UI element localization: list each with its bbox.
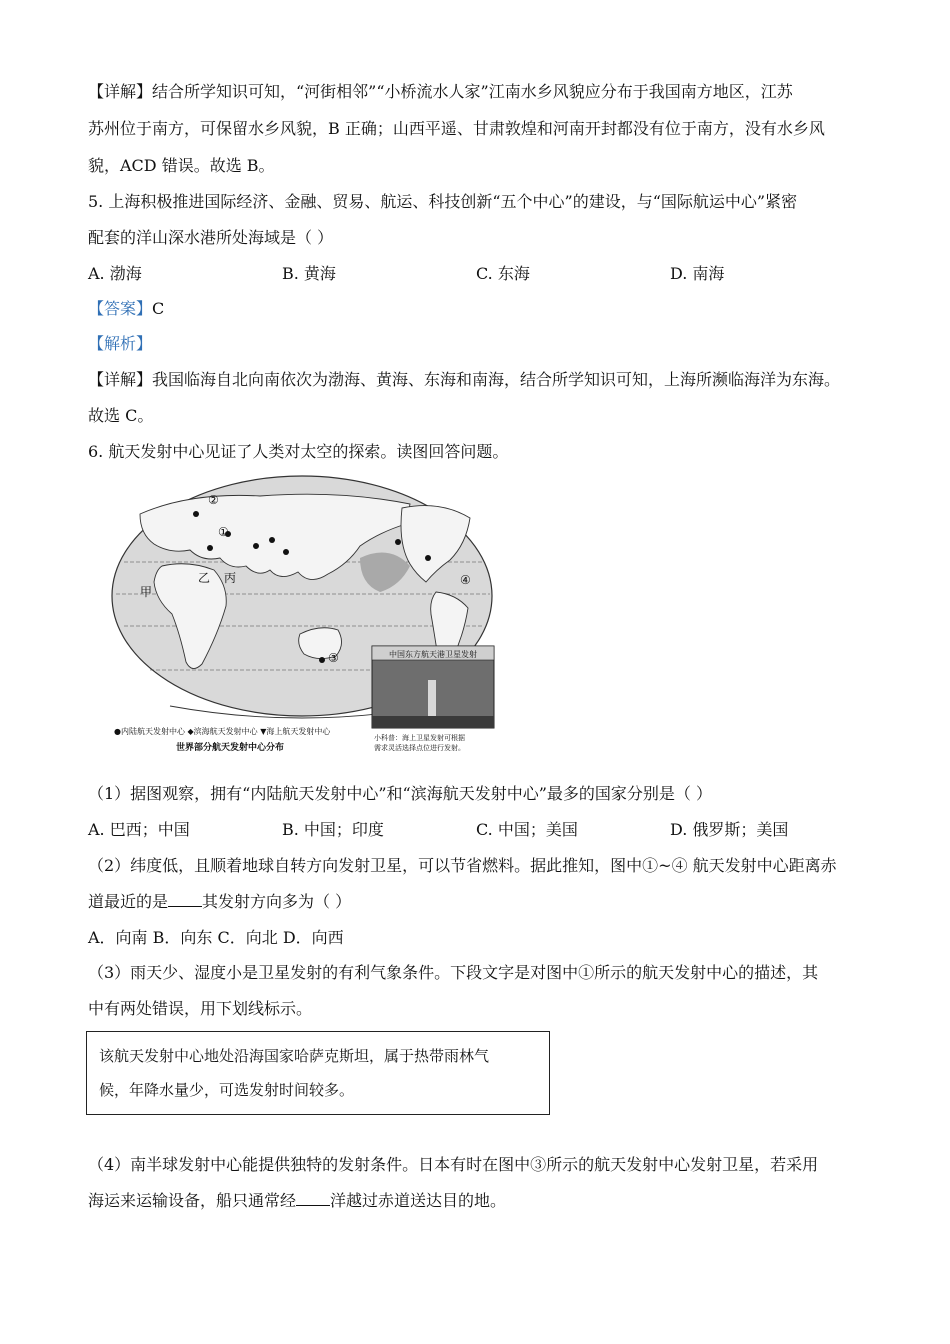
stem-part: 海运来运输设备，船只通常经: [88, 1191, 297, 1210]
launch-center-dot: [425, 555, 431, 561]
question-6-intro: 6. 航天发射中心见证了人类对太空的探索。读图回答问题。: [88, 442, 509, 461]
map-svg: [110, 474, 500, 754]
inset-note-line2: 需求灵活选择点位进行发射。: [374, 744, 465, 752]
stem-part: 道最近的是: [88, 892, 169, 911]
marker-4-label: ④: [460, 573, 471, 587]
detail-line: 苏州位于南方，可保留水乡风貌，B 正确；山西平遥、甘肃敦煌和河南开封都没有位于南方，没有水乡风: [88, 119, 825, 138]
launch-center-dot: [395, 539, 401, 545]
launch-center-dot: [269, 537, 275, 543]
answer-blank[interactable]: [168, 892, 202, 907]
question-5-stem: 配套的洋山深水港所处海域是（ ）: [88, 228, 334, 247]
stem-part: 其发射方向多为（ ）: [202, 892, 352, 911]
answer-value: C: [152, 299, 165, 318]
question-6-2-options: A．向南 B．向东 C．向北 D．向西: [88, 928, 344, 947]
stem-part: 洋越过赤道送达目的地。: [330, 1191, 507, 1210]
question-6-4-stem: （4）南半球发射中心能提供独特的发射条件。日本有时在图中③所示的航天发射中心发射卫星，若采用: [88, 1155, 819, 1174]
marker-2-label: ②: [208, 493, 219, 507]
marker-3-label: ③: [328, 651, 339, 665]
marker-1-label: ①: [218, 525, 229, 539]
inset-title: 中国东方航天港卫星发射: [389, 650, 477, 659]
detail-line: 貌，ACD 错误。故选 B。: [88, 156, 275, 175]
analysis-label: 【解析】: [88, 334, 153, 353]
launch-center-dot: [193, 511, 199, 517]
marker-jia-label: 甲: [140, 585, 153, 599]
question-6-2-stem: （2）纬度低，且顺着地球自转方向发射卫星，可以节省燃料。据此推知，图中①~④ 航天发射中心距离赤: [88, 856, 837, 875]
question-6-3-stem: 中有两处错误，用下划线标示。: [88, 999, 313, 1018]
question-6-2-stem-line2: [88, 891, 351, 913]
option-c: C. 东海: [476, 264, 530, 283]
marker-bing-label: 丙: [224, 571, 237, 585]
option-d: D. 俄罗斯；美国: [670, 820, 789, 839]
option-c: C. 中国；美国: [476, 820, 578, 839]
option-a: A. 渤海: [88, 264, 142, 283]
map-caption: 世界部分航天发射中心分布: [176, 743, 285, 753]
detail-line: 【详解】结合所学知识可知，“河街相邻”“小桥流水人家”江南水乡风貌应分布于我国南方地区，江苏: [88, 82, 793, 101]
inset-note-line1: 小科普：海上卫星发射可根据: [374, 734, 465, 742]
description-line: 该航天发射中心地处沿海国家哈萨克斯坦，属于热带雨林气: [99, 1047, 490, 1065]
question-6-4-stem-line2: [88, 1190, 506, 1212]
detail-line: 【详解】我国临海自北向南依次为渤海、黄海、东海和南海，结合所学知识可知，上海所濒临海洋为东海。: [88, 370, 841, 389]
option-b: B. 黄海: [282, 264, 336, 283]
map-legend: ●内陆航天发射中心 ◆滨海航天发射中心 ▼海上航天发射中心: [114, 727, 331, 736]
answer-line: [88, 298, 164, 320]
question-6-1-stem: （1）据图观察，拥有“内陆航天发射中心”和“滨海航天发射中心”最多的国家分别是（ ）: [88, 784, 712, 803]
option-b: B. 中国；印度: [282, 820, 384, 839]
world-launch-center-map: [110, 474, 500, 754]
marker-yi-label: 乙: [198, 571, 211, 585]
question-5-stem: 5. 上海积极推进国际经济、金融、贸易、航运、科技创新“五个中心”的建设，与“国际航运中心”紧密: [88, 192, 798, 211]
answer-blank[interactable]: [296, 1191, 330, 1206]
option-a: A. 巴西；中国: [88, 820, 190, 839]
description-box: [86, 1031, 550, 1115]
rocket-shape: [428, 680, 436, 716]
answer-label: 【答案】: [88, 299, 153, 318]
option-d: D. 南海: [670, 264, 725, 283]
inset-sea: [372, 716, 494, 728]
detail-line: 故选 C。: [88, 406, 154, 425]
question-6-3-stem: （3）雨天少、湿度小是卫星发射的有利气象条件。下段文字是对图中①所示的航天发射中心的描述，其: [88, 963, 819, 982]
launch-center-dot: [253, 543, 259, 549]
launch-center-dot: [283, 549, 289, 555]
launch-center-dot: [319, 657, 325, 663]
launch-center-dot: [207, 545, 213, 551]
description-line: 候，年降水量少，可选发射时间较多。: [99, 1081, 355, 1099]
